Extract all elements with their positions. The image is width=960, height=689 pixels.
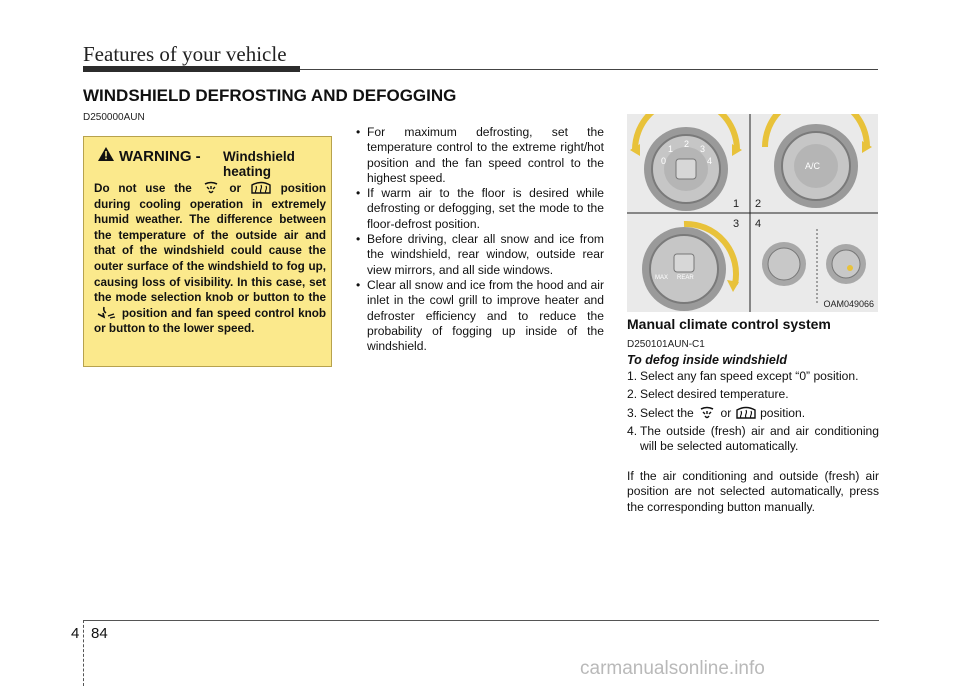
defog-subheading: To defog inside windshield [627, 353, 787, 367]
panel-label-3: 3 [733, 218, 740, 230]
step-text: The outside (fresh) air and air conditioning will be selected automatically. [640, 423, 879, 454]
warning-text: Do not use the [94, 182, 192, 195]
list-item [627, 369, 879, 384]
section-heading: WINDSHIELD DEFROSTING AND DEFOGGING [83, 86, 457, 105]
panel-label-2: 2 [755, 198, 762, 210]
warning-word: WARNING - [119, 148, 201, 165]
step-number: 1. [627, 369, 638, 383]
warning-header [97, 144, 327, 180]
defrost-icon [735, 406, 757, 420]
list-item: • Clear all snow and ice from the hood and air inlet in the cowl grill to improve heater and defroster efficiency and to reduce the probability of fogging up inside of the windshield. [356, 278, 604, 354]
knob-mark-4: 4 [707, 156, 713, 166]
list-item: • For maximum defrosting, set the temperature control to the extreme right/hot position and the fan speed control to the highest speed. [356, 125, 604, 186]
step-text: or [720, 405, 732, 420]
warning-body [94, 181, 326, 337]
step-text: Select any fan speed except “0” position. [640, 369, 859, 383]
floor-defrost-mode-icon [201, 181, 221, 195]
watermark: carmanualsonline.info [580, 658, 765, 679]
warning-triangle-icon [97, 146, 115, 162]
defrost-tips-list [356, 125, 604, 354]
defrost-icon [250, 181, 272, 195]
climate-knobs-illustration [627, 114, 878, 312]
list-item [627, 406, 879, 421]
warning-text: or [229, 182, 241, 195]
step-number: 4. [627, 423, 638, 438]
floor-defrost-mode-icon [697, 406, 717, 420]
step-text: position. [760, 405, 806, 420]
figure-code: OAM049066 [823, 299, 874, 309]
page-number: 84 [91, 625, 108, 642]
list-item [627, 424, 879, 455]
list-item: • Before driving, clear all snow and ice from the windshield, rear window, outside rear view mirrors, and all side windows. [356, 232, 604, 278]
knob-mark-3: 3 [700, 144, 706, 154]
ac-label: A/C [805, 161, 821, 171]
step-text: Select the [640, 405, 694, 420]
climate-control-figure [627, 114, 878, 312]
footer-rule [83, 620, 879, 621]
footer-divider [83, 620, 85, 686]
warning-box [83, 136, 332, 367]
knob-mark-0: 0 [661, 156, 667, 166]
warning-topic: Windshield heating [223, 149, 295, 179]
page-header-title: Features of your vehicle [83, 42, 287, 66]
manual-code: D250101AUN-C1 [627, 339, 705, 350]
manual-climate-title: Manual climate control system [627, 316, 831, 332]
header-bar [83, 66, 300, 72]
section-code: D250000AUN [83, 112, 145, 123]
warning-text: position during cooling operation in extremely humid weather. The difference between the temperature of the outside air and that of the windshield could cause the outer surface of the windshield to fog up, causing loss of visibility. In this case, set the mode selection knob or button to the [94, 182, 327, 305]
knob-mark-1: 1 [668, 144, 674, 154]
step-text: Select desired temperature. [640, 387, 789, 402]
list-item [627, 387, 879, 402]
header-rule [300, 69, 878, 70]
list-item: • If warm air to the floor is desired while defrosting or defogging, set the mode to the floor-defrost position. [356, 186, 604, 232]
panel-label-4: 4 [755, 218, 762, 230]
defog-steps-list [627, 369, 879, 457]
chapter-number: 4 [71, 625, 80, 642]
rear-label: REAR [677, 275, 694, 281]
knob-mark-2: 2 [684, 139, 690, 149]
manual-note-paragraph: If the air conditioning and outside (fresh) air position are not selected automatically, press the corresponding button manually. [627, 469, 879, 514]
step-number: 3. [627, 405, 638, 420]
panel-label-1: 1 [733, 198, 740, 210]
warning-text: position and fan speed control knob or button to the lower speed. [94, 306, 326, 336]
step-number: 2. [627, 387, 638, 402]
floor-mode-icon [94, 306, 118, 320]
max-label: MAX [655, 275, 669, 281]
